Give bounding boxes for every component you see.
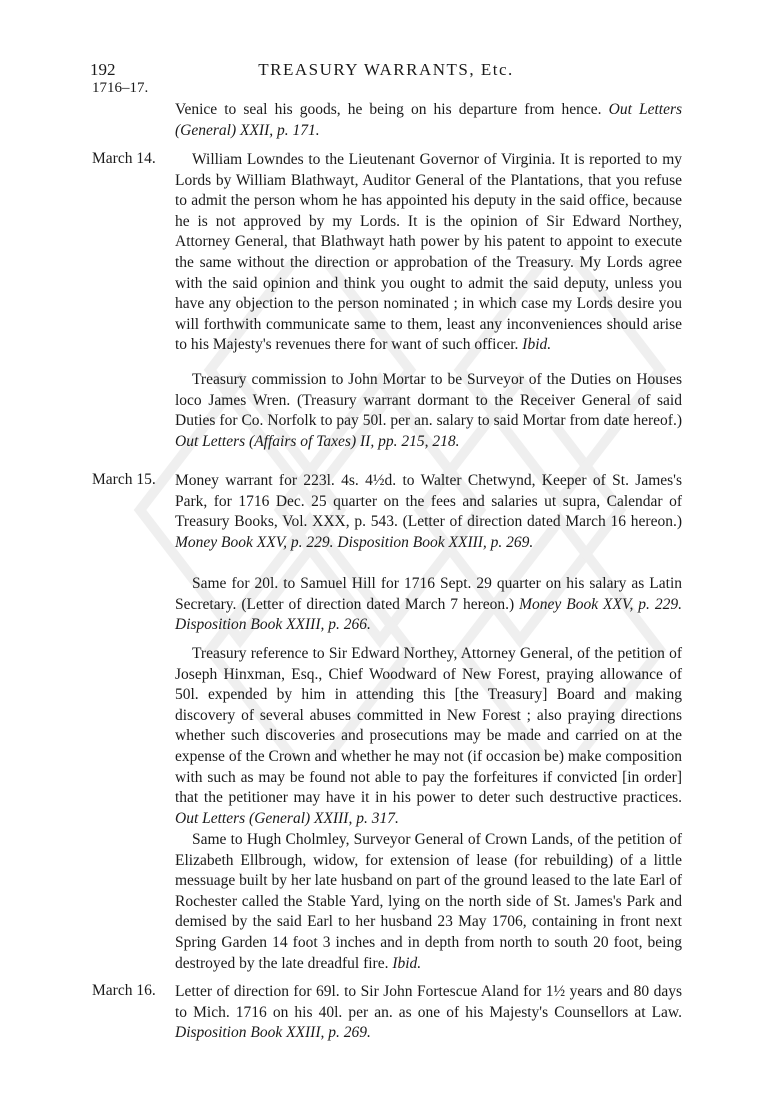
- page-number: 192: [90, 60, 116, 79]
- entry-source: Money Book XXV, p. 229. Disposition Book XXIII, p. 269.: [175, 533, 534, 551]
- entry: [92, 150, 682, 356]
- year-label: 1716–17.: [92, 80, 149, 96]
- entry: [92, 370, 682, 452]
- entry-date: March 16.: [92, 982, 156, 999]
- entry: [92, 644, 682, 829]
- entry-source: Ibid.: [522, 336, 552, 354]
- entry-text: Treasury reference to Sir Edward Northey, Attorney General, of the petition of Joseph Hinxman, Esq., Chief Woodward of New Forest, praying allowance of 50l. expended by him in attending this [the Treasury] Board and making discovery of several abuses committed in New Forest ; also praying directions whether such discoveries and prosecutions may be made and carried on at the expense of the Crown and whether he may not (if occasion be) make composition with such as may be found not able to pay the forfeitures if convicted [in order] that the petitioner may have it in his power to deter such destructive practices. Out Letters (General) XXIII, p. 317.: [175, 645, 682, 827]
- entry-source: Disposition Book XXIII, p. 269.: [175, 1024, 371, 1042]
- entry-source: Out Letters (General) XXIII, p. 317.: [175, 809, 399, 827]
- entry-text: William Lowndes to the Lieutenant Governor of Virginia. It is reported to my Lords by William Blathwayt, Auditor General of the Plantations, that you refuse to admit the person whom he has appointed his deputy in the said office, because he is not approved by my Lords. It is the opinion of Sir Edward Northey, Attorney General, that Blathwayt hath power by his patent to appoint to execute the same without the direction or approbation of the Treasury. My Lords agree with the said opinion and think you ought to admit the said deputy, unless you have any objection to the person nominated ; in which case my Lords desire you will forthwith communicate same to them, least any inconveniences should arise to his Majesty's revenues there for want of such officer. Ibid.: [175, 151, 682, 354]
- entry-source: Ibid.: [392, 954, 422, 972]
- entry: [92, 830, 682, 974]
- entry-text: Same to Hugh Cholmley, Surveyor General of Crown Lands, of the petition of Elizabeth Ellbrough, widow, for extension of lease (for rebuilding) of a little messuage built by her late husband on part of the ground leased to the late Earl of Rochester called the Stable Yard, lying on the north side of St. James's Park and demised by the said Earl to her husband 23 May 1706, containing in front next Spring Garden 14 foot 3 inches and in depth from north to south 20 foot, being destroyed by the late dreadful fire. Ibid.: [175, 831, 682, 972]
- running-title: TREASURY WARRANTS, Etc.: [258, 60, 514, 79]
- entry-text: Treasury commission to John Mortar to be Surveyor of the Duties on Houses loco James Wren. (Treasury warrant dormant to the Receiver General of said Duties for Co. Norfolk to pay 50l. per an. salary to said Mortar from date hereof.) Out Letters (Affairs of Taxes) II, pp. 215, 218.: [175, 371, 682, 450]
- entry-text: Venice to seal his goods, he being on his departure from hence. Out Letters (General) XXII, p. 171.: [175, 101, 683, 139]
- entry: [92, 574, 682, 636]
- entry-source: Out Letters (Affairs of Taxes) II, pp. 215, 218.: [175, 432, 460, 450]
- entry: [92, 100, 682, 141]
- entry-text: Money warrant for 223l. 4s. 4½d. to Walter Chetwynd, Keeper of St. James's Park, for 1716 Dec. 25 quarter on the fees and salaries ut supra, Calendar of Treasury Books, Vol. XXX, p. 543. (Letter of direction dated March 16 hereon.) Money Book XXV, p. 229. Disposition Book XXIII, p. 269.: [175, 472, 682, 551]
- entry-text: Letter of direction for 69l. to Sir John Fortescue Aland for 1½ years and 80 days to Mich. 1716 on his 40l. per an. as one of his Majesty's Counsellors at Law. Disposition Book XXIII, p. 269.: [175, 983, 682, 1042]
- entry-date: March 15.: [92, 471, 156, 488]
- entry: [92, 471, 682, 553]
- entry-source: Money Book XXV, p. 229. Disposition Book XXIII, p. 266.: [175, 595, 682, 634]
- entry-source: Out Letters (General) XXII, p. 171.: [175, 101, 683, 139]
- entry-date: March 14.: [92, 150, 156, 167]
- entry: [92, 982, 682, 1044]
- entry-text: Same for 20l. to Samuel Hill for 1716 Sept. 29 quarter on his salary as Latin Secretary. (Letter of direction dated March 7 hereon.) Money Book XXV, p. 229. Disposition Book XXIII, p. 266.: [175, 575, 682, 634]
